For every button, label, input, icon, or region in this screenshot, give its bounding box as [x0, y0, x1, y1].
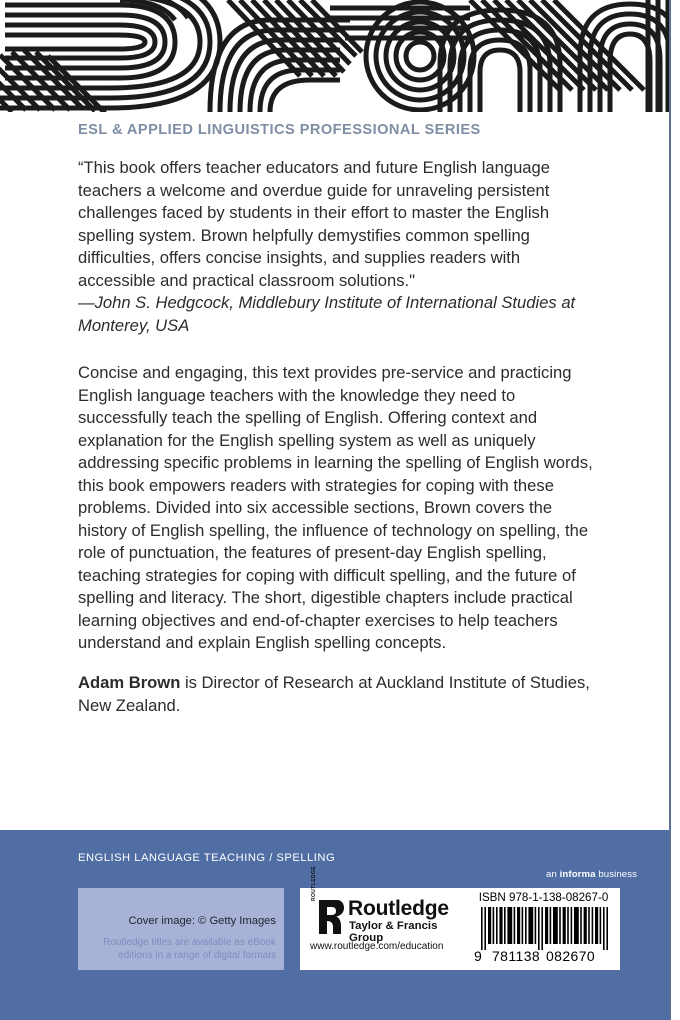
informa-suffix: business — [595, 869, 637, 880]
routledge-vertical-wordmark: ROUTLEDGE — [311, 866, 317, 901]
series-title: ESL & APPLIED LINGUISTICS PROFESSIONAL SERIES — [78, 122, 481, 138]
barcode-bars-graphic — [479, 907, 609, 950]
book-description: Concise and engaging, this text provides pre-service and practicing English language teachers with the knowledge they need to successfully teach the spelling of English. Offering context and explanation for the English spelling system as well as uniquely addressing specific problems in learning the spelling of English words, this book empowers readers with strategies for coping with these problems. Divided into six accessible sections, Brown covers the history of English spelling, the influence of technology on spelling, the role of punctuation, the features of present-day English spelling, teaching strategies for coping with difficult spelling, and the future of spelling and literacy. The short, digestible chapters include practical learning objectives and end-of-chapter exercises to help teachers understand and explain English spelling concepts. — [78, 363, 593, 652]
author-bio-text: is Director of Research at Auckland Institute of Studies, New Zealand. — [78, 673, 590, 715]
subject-category: ENGLISH LANGUAGE TEACHING / SPELLING — [78, 852, 336, 864]
review-quote-attribution: —John S. Hedgcock, Middlebury Institute of International Studies at Monterey, USA — [78, 293, 576, 335]
maze-stripe-graphic — [0, 0, 670, 112]
routledge-logo — [310, 866, 465, 963]
cover-image-credit-panel — [78, 888, 284, 970]
review-quote-block — [78, 157, 594, 337]
cover-pattern-band — [0, 0, 670, 112]
barcode-left-digits: 781138 — [492, 948, 541, 964]
publisher-url[interactable]: www.routledge.com/education — [310, 941, 444, 952]
informa-brand: informa — [559, 869, 596, 880]
author-bio-block — [78, 672, 594, 717]
publisher-name: Routledge — [348, 897, 449, 920]
isbn-barcode — [472, 891, 615, 967]
review-quote-text: “This book offers teacher educators and future English language teachers a welcome and overdue guide for unraveling persistent challenges faced by students in their effort to master the English spelling system. Brown helpfully demystifies common spelling difficulties, offers concise insights, and supplies readers with accessible and practical classroom solutions." — [78, 158, 550, 290]
barcode-right-digits: 082670 — [546, 948, 596, 964]
informa-prefix: an — [546, 869, 560, 880]
routledge-r-icon — [310, 899, 344, 935]
spine-edge — [671, 0, 680, 1020]
publisher-group: Taylor & Francis Group — [349, 920, 438, 944]
cover-body — [0, 112, 669, 830]
isbn-number: ISBN 978-1-138-08267-0 — [478, 891, 609, 904]
informa-business-line — [546, 869, 637, 880]
barcode-lead-digit: 9 — [474, 948, 483, 964]
ebook-availability-note: Routledge titles are available as eBook editions in a range of digital formats — [103, 937, 276, 961]
author-name: Adam Brown — [78, 673, 181, 692]
cover-image-credit: Cover image: © Getty Images — [128, 915, 276, 927]
cover-footer — [0, 830, 669, 1020]
